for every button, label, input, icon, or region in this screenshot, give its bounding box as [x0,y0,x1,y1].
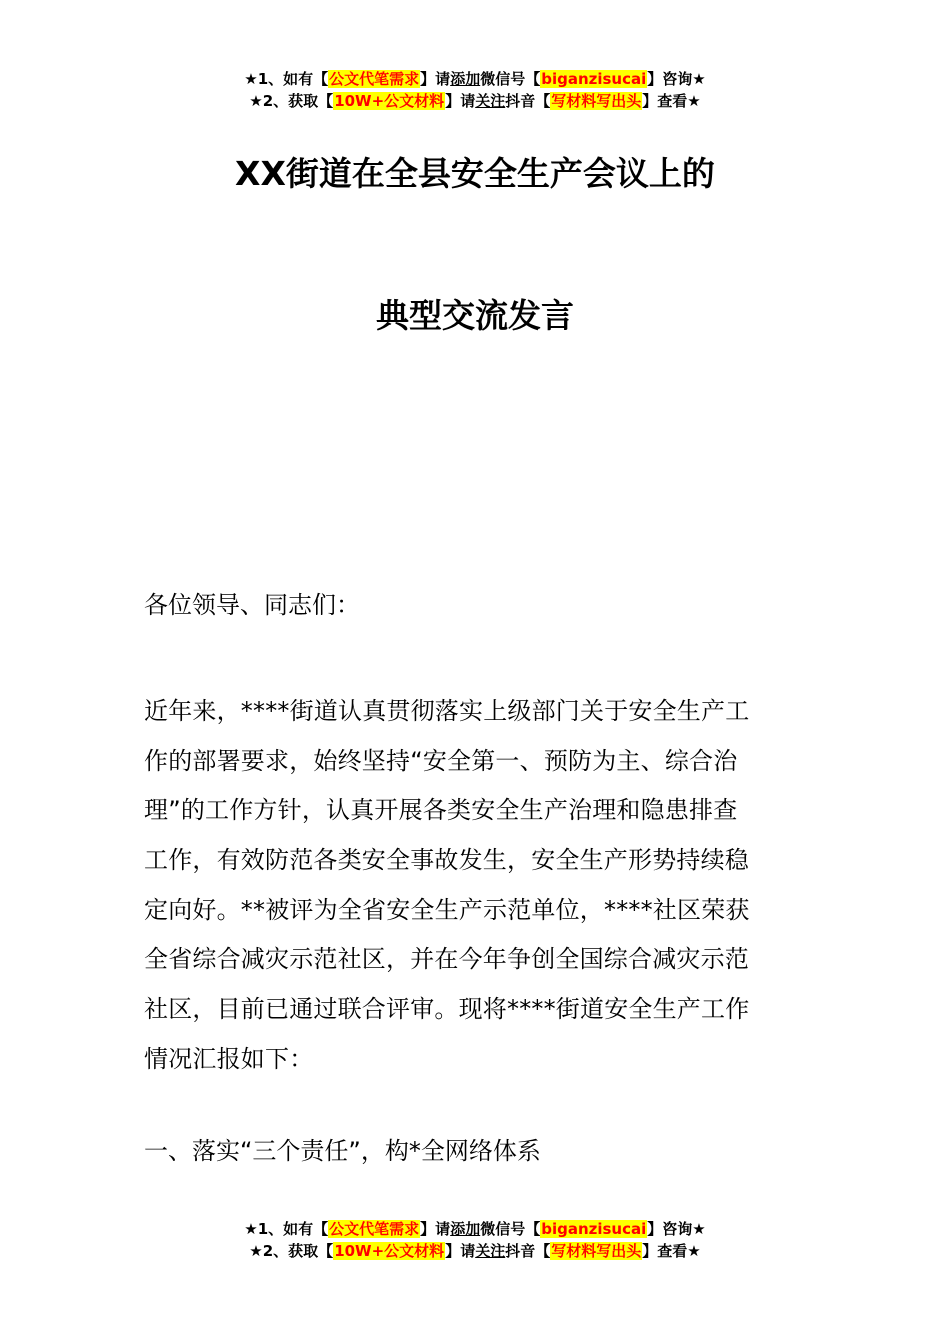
highlight-wechat-id: biganzisucai [541,1220,647,1238]
salutation: 各位领导、同志们： [144,591,360,619]
highlight-writing-service: 公文代笔需求 [329,70,420,88]
highlight-materials: 10W+公文材料 [334,92,445,110]
paragraph-line: 定向好。**被评为全省安全生产示范单位，****社区荣获 [144,895,750,924]
highlight-douyin-account: 写材料写出头 [551,1242,642,1260]
paragraph-line: 社区，目前已通过联合评审。现将****街道安全生产工作 [144,995,750,1024]
document-title-line-1: XX街道在全县安全生产会议上的 [235,154,715,193]
promo-banner-bottom [0,1218,950,1262]
highlight-wechat-id: biganzisucai [541,70,647,88]
promo-line-2: ★2、获取【10W+公文材料】请关注抖音【写材料写出头】查看★ [249,1242,701,1260]
promo-line-1: ★1、如有【公文代笔需求】请添加微信号【biganzisucai】咨询★ [244,70,706,88]
highlight-materials: 10W+公文材料 [334,1242,445,1260]
document-title-line-2: 典型交流发言 [376,296,574,335]
promo-line-2: ★2、获取【10W+公文材料】请关注抖音【写材料写出头】查看★ [249,92,701,110]
paragraph-line: 理”的工作方针，认真开展各类安全生产治理和隐患排查 [144,796,738,825]
paragraph-line: 情况汇报如下： [144,1044,314,1073]
promo-banner-top [0,68,950,112]
promo-line-1: ★1、如有【公文代笔需求】请添加微信号【biganzisucai】咨询★ [244,1220,706,1238]
body-paragraph [144,687,808,1085]
paragraph-line: 作的部署要求，始终坚持“安全第一、预防为主、综合治 [144,746,738,775]
paragraph-line: 全省综合减灾示范社区，并在今年争创全国综合减灾示范 [144,945,749,974]
paragraph-line: 近年来，****街道认真贯彻落实上级部门关于安全生产工 [144,697,750,725]
highlight-douyin-account: 写材料写出头 [551,92,642,110]
paragraph-line: 工作，有效防范各类安全事故发生，安全生产形势持续稳 [144,846,749,875]
section-heading: 一、落实“三个责任”，构*全网络体系 [144,1137,541,1165]
highlight-writing-service: 公文代笔需求 [329,1220,420,1238]
